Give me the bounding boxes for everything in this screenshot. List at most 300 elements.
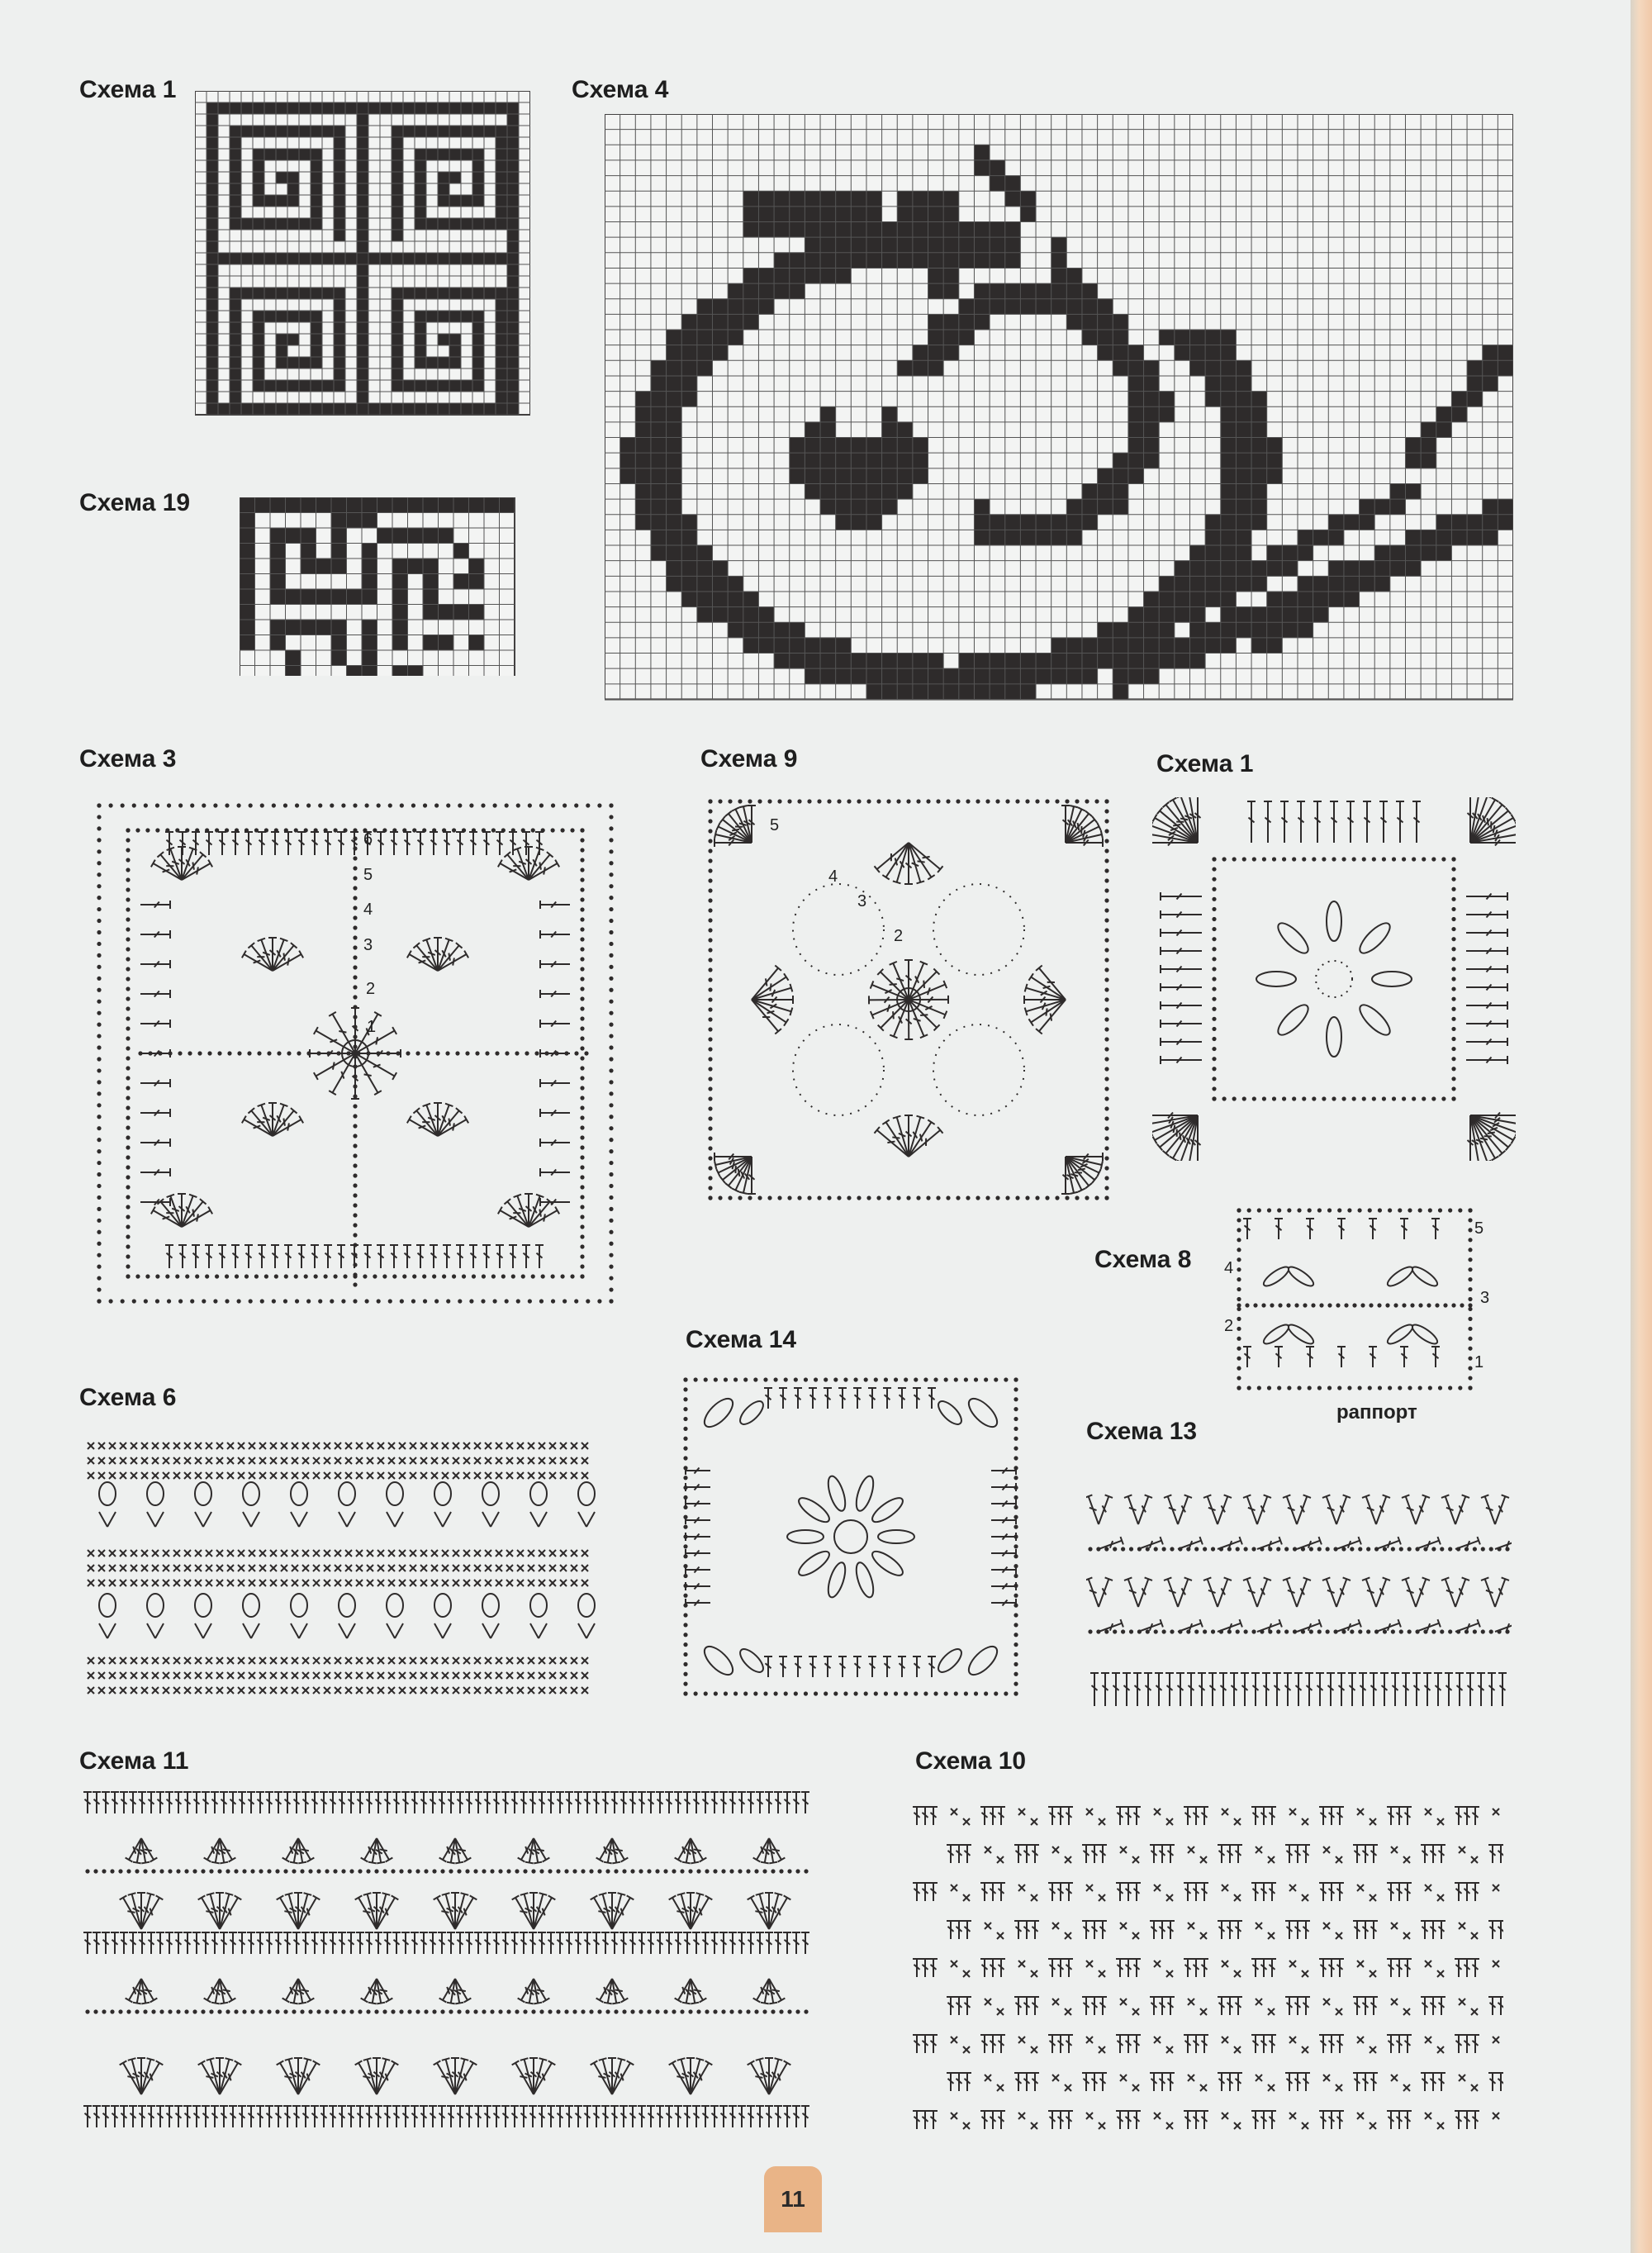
schema-4-grid-filled-cell: [1005, 299, 1021, 315]
schema-13-v: [1362, 1577, 1390, 1607]
schema-4-grid-filled-cell: [635, 515, 651, 530]
schema-14-petal: [853, 1561, 877, 1599]
schema-4-grid-filled-cell: [1066, 299, 1082, 315]
schema-1-grid-filled-cell: [484, 403, 496, 415]
schema-3-row-3: 3: [363, 936, 373, 954]
schema-10-cluster: [1014, 1845, 1071, 1863]
schema-11-shell-down: [361, 1979, 393, 2003]
schema-6-v: [434, 1623, 451, 1638]
schema-4-grid-filled-cell: [820, 406, 836, 422]
schema-4-grid-filled-cell: [1267, 592, 1283, 607]
schema-10-cluster: [1184, 1883, 1241, 1901]
schema-4-grid-filled-cell: [897, 191, 913, 207]
schema-6-puff: [434, 1594, 451, 1617]
schema-4-grid-filled-cell: [1405, 530, 1421, 545]
schema-10-cluster: [1488, 1845, 1503, 1863]
schema-4-grid-filled-cell: [1144, 668, 1160, 684]
schema-1-grid-filled-cell: [357, 322, 368, 334]
schema-4-grid-filled-cell: [913, 453, 928, 468]
schema-9-corner-fan: [714, 1153, 756, 1194]
schema-10-cluster: [913, 1959, 970, 1977]
schema-4-grid-filled-cell: [1282, 592, 1298, 607]
schema-1-grid-filled-cell: [287, 126, 299, 137]
schema-13-v: [1164, 1577, 1192, 1607]
schema-4-grid-filled-cell: [1436, 530, 1452, 545]
schema-9-bottom: [708, 1195, 1108, 1200]
schema-4-grid-filled-cell: [943, 207, 959, 222]
schema-13-v: [1322, 1577, 1351, 1607]
schema-4-grid-filled-cell: [913, 207, 928, 222]
schema-4-grid-filled-cell: [681, 314, 697, 330]
schema-1-grid-filled-cell: [345, 102, 357, 114]
schema-4-grid-filled-cell: [851, 253, 866, 269]
schema-1-grid-filled-cell: [496, 403, 507, 415]
schema-10-cluster: [1082, 1845, 1139, 1863]
schema-19-grid-filled-cell: [377, 497, 393, 513]
schema-4-grid-filled-cell: [943, 237, 959, 253]
schema-1-grid-filled-cell: [253, 311, 264, 322]
schema-1-grid-filled-cell: [507, 149, 519, 160]
schema-4-grid: [605, 114, 1513, 712]
schema-4-grid-filled-cell: [728, 607, 743, 623]
schema-9-edge-fan: [1024, 965, 1066, 1034]
schema-9-edge-fan: [752, 965, 793, 1034]
schema-1-grid-filled-cell: [206, 218, 218, 230]
schema-4-grid-filled-cell: [1267, 607, 1283, 623]
schema-4-grid-filled-cell: [1113, 468, 1128, 484]
schema-4-grid-filled-cell: [1221, 622, 1237, 638]
schema-11-shell-down: [753, 1838, 786, 1863]
schema-1-grid-filled-cell: [472, 322, 484, 334]
schema-19-grid-filled-cell: [423, 574, 439, 590]
schema-1-grid-filled-cell: [276, 149, 287, 160]
schema-4-grid-filled-cell: [882, 668, 898, 684]
schema-1-grid-filled-cell: [484, 288, 496, 299]
schema-1-grid-filled-cell: [438, 380, 449, 392]
schema-4-grid-filled-cell: [820, 191, 836, 207]
schema-10-cluster: [1014, 1997, 1071, 2015]
schema-10-cluster: [1116, 2111, 1173, 2129]
schema-1-grid-filled-cell: [253, 403, 264, 415]
schema-4-grid-filled-cell: [1498, 345, 1513, 361]
schema-3-left-picot: [97, 803, 101, 1303]
schema-4-grid-filled-cell: [943, 253, 959, 269]
schema-4-grid-filled-cell: [743, 314, 759, 330]
schema-14-petal: [795, 1494, 833, 1526]
schema-4-grid-filled-cell: [651, 438, 667, 454]
schema-4-grid-filled-cell: [897, 438, 913, 454]
schema-4-grid-filled-cell: [851, 191, 866, 207]
schema-6-v: [387, 1512, 403, 1527]
schema-1-grid-filled-cell: [264, 218, 276, 230]
schema-4-grid-filled-cell: [1128, 392, 1144, 407]
schema-4-grid-filled-cell: [1066, 499, 1082, 515]
schema-4-grid-filled-cell: [974, 222, 990, 238]
schema-4-grid-filled-cell: [697, 345, 713, 361]
schema-4-grid-filled-cell: [1467, 530, 1483, 545]
schema-4-grid-filled-cell: [1205, 360, 1221, 376]
schema-6-sc-row: [88, 1472, 588, 1479]
schema-3-label: Схема 3: [79, 745, 177, 772]
schema-4-grid-filled-cell: [882, 499, 898, 515]
schema-1-grid-filled-cell: [438, 102, 449, 114]
schema-1-grid-filled-cell: [334, 299, 345, 311]
schema-1-grid-filled-cell: [253, 126, 264, 137]
schema-4-grid-filled-cell: [713, 592, 729, 607]
schema-10-cluster: [1488, 1921, 1503, 1939]
schema-4-grid-filled-cell: [635, 392, 651, 407]
schema-9-chain-loop: [933, 1024, 1024, 1115]
schema-3-fan: [407, 938, 468, 971]
schema-19-grid-filled-cell: [439, 497, 454, 513]
schema-4-grid-filled-cell: [1451, 406, 1467, 422]
schema-4-grid-filled-cell: [1128, 468, 1144, 484]
schema-4-grid-filled-cell: [836, 453, 852, 468]
schema-1-grid-filled-cell: [438, 126, 449, 137]
schema-4-grid-filled-cell: [667, 561, 682, 577]
schema-4-grid-filled-cell: [1113, 314, 1128, 330]
schema-4-grid-filled-cell: [1360, 515, 1375, 530]
schema-13-slant: [1138, 1619, 1163, 1632]
schema-13-v: [1124, 1577, 1152, 1607]
schema-4-grid-filled-cell: [1221, 438, 1237, 454]
schema-4-grid-filled-cell: [667, 330, 682, 345]
schema-10-cluster: [1421, 1997, 1478, 2015]
schema-6-puff: [578, 1594, 595, 1617]
schema-11-shell-down: [518, 1979, 550, 2003]
schema-1-grid-filled-cell: [276, 195, 287, 207]
schema-4-grid-filled-cell: [743, 191, 759, 207]
schema-10-label: Схема 10: [915, 1747, 1027, 1775]
schema-1-grid-filled-cell: [334, 126, 345, 137]
schema-14-petal: [869, 1494, 906, 1526]
schema-1-grid-filled-cell: [287, 334, 299, 345]
schema-1-grid-filled-cell: [461, 288, 472, 299]
schema-4-grid-filled-cell: [1451, 530, 1467, 545]
schema-10-cluster: [1116, 1959, 1173, 1977]
schema-4-grid-filled-cell: [651, 376, 667, 392]
schema-4-grid-filled-cell: [928, 191, 944, 207]
schema-4-grid-filled-cell: [805, 207, 820, 222]
schema-1-grid-filled-cell: [507, 334, 519, 345]
schema-4-grid-filled-cell: [728, 283, 743, 299]
schema-4-grid-filled-cell: [897, 684, 913, 700]
schema-14-petal: [825, 1561, 849, 1599]
schema-1-grid-filled-cell: [461, 218, 472, 230]
schema-1-grid-filled-cell: [299, 253, 311, 264]
schema-1-grid-filled-cell: [496, 299, 507, 311]
schema-4-grid-filled-cell: [1051, 668, 1067, 684]
schema-4-grid-filled-cell: [774, 253, 790, 269]
schema-1-grid-filled-cell: [311, 102, 322, 114]
schema-10-cluster: [1251, 1883, 1308, 1901]
schema-14-petal: [878, 1530, 914, 1543]
schema-4-grid-filled-cell: [928, 684, 944, 700]
schema-4-grid-filled-cell: [1405, 438, 1421, 454]
schema-19-grid-filled-cell: [453, 605, 469, 620]
schema-4-grid-filled-cell: [913, 222, 928, 238]
schema-1-grid-filled-cell: [472, 183, 484, 195]
schema-1-grid-filled-cell: [403, 102, 415, 114]
schema-1-grid-filled-cell: [392, 172, 403, 183]
schema-4-grid-filled-cell: [1236, 607, 1251, 623]
schema-4-grid-filled-cell: [1205, 376, 1221, 392]
schema-1-grid-filled-cell: [392, 345, 403, 357]
schema-4-grid-filled-cell: [681, 561, 697, 577]
schema-1-grid-filled-cell: [415, 311, 426, 322]
schema-14-side-row: [686, 1466, 1016, 1475]
schema-4-grid-filled-cell: [928, 268, 944, 283]
schema-8-row-1: 1: [1474, 1353, 1484, 1371]
schema-19-grid-filled-cell: [392, 620, 408, 635]
schema-1-grid-filled-cell: [287, 403, 299, 415]
schema-4-grid-filled-cell: [743, 607, 759, 623]
schema-11-shell-up: [434, 1893, 477, 1929]
schema-4-grid-filled-cell: [1128, 654, 1144, 669]
schema-6-v: [291, 1512, 307, 1527]
schema-1-grid-filled-cell: [264, 288, 276, 299]
schema-11-diagram: [79, 1789, 823, 2136]
schema-19-grid-filled-cell: [408, 497, 424, 513]
schema-4-grid-filled-cell: [697, 314, 713, 330]
schema-4-grid-filled-cell: [1251, 406, 1267, 422]
schema-1-grid-filled-cell: [276, 311, 287, 322]
schema-19-grid-filled-cell: [270, 635, 286, 651]
schema-4-grid-filled-cell: [820, 453, 836, 468]
schema-4-grid-filled-cell: [820, 468, 836, 484]
schema-4-grid-filled-cell: [866, 222, 882, 238]
schema-1-grid-filled-cell: [206, 276, 218, 288]
schema-1-grid-filled-cell: [357, 195, 368, 207]
schema-4-grid-filled-cell: [1298, 576, 1313, 592]
schema-10-cluster: [1387, 1807, 1444, 1825]
schema-4-grid-filled-cell: [1221, 607, 1237, 623]
schema-13-label: Схема 13: [1086, 1418, 1198, 1445]
schema-4-grid-filled-cell: [1236, 515, 1251, 530]
schema-11-label: Схема 11: [79, 1747, 189, 1775]
schema-1-grid-filled-cell: [461, 149, 472, 160]
schema-1-grid-filled-cell: [218, 253, 230, 264]
schema-11-chain: [85, 1869, 808, 1873]
schema-1-grid-filled-cell: [496, 207, 507, 218]
schema-4-grid-filled-cell: [928, 283, 944, 299]
schema-4-grid-filled-cell: [851, 207, 866, 222]
schema-4-grid-filled-cell: [1236, 360, 1251, 376]
schema-1-grid-filled-cell: [230, 403, 241, 415]
schema-4-grid-filled-cell: [1236, 483, 1251, 499]
schema-1-grid-filled-cell: [334, 380, 345, 392]
schema-10-cluster: [1218, 1997, 1275, 2015]
schema-8-bobble: [1385, 1264, 1415, 1289]
schema-19-grid-filled-cell: [423, 558, 439, 574]
schema-3-inner-left: [126, 828, 130, 1278]
schema-1-grid-filled-cell: [415, 334, 426, 345]
schema-14-side-row: [686, 1500, 1016, 1508]
schema-4-grid-filled-cell: [1189, 576, 1205, 592]
schema-19-grid-filled-cell: [439, 605, 454, 620]
schema-1r-petal: [1355, 919, 1394, 958]
schema-4-grid-filled-cell: [1113, 360, 1128, 376]
schema-1r-side-row: [1161, 910, 1507, 919]
schema-1-grid-filled-cell: [264, 403, 276, 415]
schema-1-grid-filled-cell: [426, 102, 438, 114]
schema-19-grid-filled-cell: [500, 497, 515, 513]
schema-4-grid-filled-cell: [713, 330, 729, 345]
schema-1-grid-filled-cell: [380, 403, 392, 415]
schema-6-v: [339, 1623, 355, 1638]
schema-19-grid-filled-cell: [240, 620, 255, 635]
schema-11-shell-up: [748, 1893, 791, 1929]
schema-1-grid-filled-cell: [334, 218, 345, 230]
schema-14-corner-petal: [935, 1646, 966, 1676]
schema-4-grid-filled-cell: [928, 314, 944, 330]
schema-4-grid-filled-cell: [1128, 622, 1144, 638]
schema-4-grid-filled-cell: [774, 622, 790, 638]
schema-4-grid-filled-cell: [790, 622, 805, 638]
schema-4-grid-filled-cell: [790, 268, 805, 283]
schema-4-grid-filled-cell: [974, 654, 990, 669]
schema-1-grid-filled-cell: [438, 357, 449, 368]
schema-11-shell-down: [126, 1838, 158, 1863]
schema-8-left: [1237, 1208, 1241, 1390]
schema-4-grid-filled-cell: [866, 237, 882, 253]
schema-4-grid-filled-cell: [635, 453, 651, 468]
schema-10-cluster: [1082, 1921, 1139, 1939]
schema-6-sc-row: [88, 1672, 588, 1679]
schema-4-grid-filled-cell: [943, 345, 959, 361]
schema-1-grid-filled-cell: [496, 380, 507, 392]
schema-1-grid-filled-cell: [230, 299, 241, 311]
schema-1-grid-filled-cell: [241, 102, 253, 114]
schema-4-grid-filled-cell: [1175, 654, 1190, 669]
schema-4-grid-filled-cell: [697, 360, 713, 376]
schema-4-grid-filled-cell: [1113, 499, 1128, 515]
schema-11-shell-up: [198, 1893, 242, 1929]
schema-4-grid-filled-cell: [1236, 499, 1251, 515]
schema-19-grid-filled-cell: [362, 666, 377, 677]
schema-6-v: [434, 1512, 451, 1527]
schema-10-cluster: [1285, 1845, 1342, 1863]
schema-4-grid-filled-cell: [1082, 499, 1098, 515]
schema-1-grid-filled-cell: [253, 102, 264, 114]
schema-1-grid-filled-cell: [311, 160, 322, 172]
schema-10-cluster: [1285, 1921, 1342, 1939]
schema-19-grid-filled-cell: [331, 497, 347, 513]
schema-4-grid-filled-cell: [651, 392, 667, 407]
schema-11-shell-down: [596, 1979, 629, 2003]
schema-1-grid-filled-cell: [230, 357, 241, 368]
schema-4-grid-filled-cell: [651, 406, 667, 422]
schema-6-puff: [99, 1594, 116, 1617]
schema-4-grid-filled-cell: [1189, 330, 1205, 345]
schema-4-grid-filled-cell: [728, 592, 743, 607]
schema-19-grid-filled-cell: [469, 635, 485, 651]
schema-4-grid-filled-cell: [790, 222, 805, 238]
schema-4-grid-filled-cell: [1128, 607, 1144, 623]
schema-4-grid-filled-cell: [1221, 638, 1237, 654]
schema-4-grid-filled-cell: [959, 668, 975, 684]
schema-1-grid-filled-cell: [426, 403, 438, 415]
schema-4-grid-filled-cell: [1128, 345, 1144, 361]
schema-19-grid-filled-cell: [347, 589, 363, 605]
schema-11-shell-up: [355, 1893, 399, 1929]
schema-4-grid-filled-cell: [805, 268, 820, 283]
schema-4-grid-filled-cell: [1251, 561, 1267, 577]
schema-1r-petal: [1274, 919, 1313, 958]
schema-1-grid-filled-cell: [357, 311, 368, 322]
schema-19-grid-filled-cell: [362, 497, 377, 513]
schema-10-cluster: [1048, 1959, 1105, 1977]
schema-14-side-row: [686, 1599, 1016, 1607]
schema-3-svg: [91, 789, 620, 1318]
schema-4-grid-filled-cell: [1082, 668, 1098, 684]
schema-4-grid-filled-cell: [1467, 360, 1483, 376]
schema-4-grid-filled-cell: [990, 222, 1005, 238]
schema-4-grid-filled-cell: [974, 684, 990, 700]
schema-11-dc-row: [83, 1792, 809, 1813]
schema-1-grid-filled-cell: [392, 195, 403, 207]
schema-19-grid-filled-cell: [423, 635, 439, 651]
schema-1-grid-filled-cell: [496, 357, 507, 368]
schema-19-grid-filled-cell: [469, 497, 485, 513]
schema-4-grid-filled-cell: [959, 253, 975, 269]
schema-1-grid-filled-cell: [334, 357, 345, 368]
schema-1-grid-filled-cell: [334, 311, 345, 322]
schema-1-grid-filled-cell: [392, 357, 403, 368]
schema-1-grid-filled-cell: [392, 126, 403, 137]
schema-1r-inner-top: [1212, 857, 1455, 861]
schema-4-grid-filled-cell: [1436, 515, 1452, 530]
schema-4-grid-filled-cell: [1236, 576, 1251, 592]
schema-4-grid-filled-cell: [1175, 576, 1190, 592]
schema-4-grid-filled-cell: [743, 638, 759, 654]
schema-4-grid-filled-cell: [1221, 545, 1237, 561]
schema-4-grid-filled-cell: [1066, 654, 1082, 669]
schema-4-grid-filled-cell: [1360, 499, 1375, 515]
schema-1-grid-filled-cell: [322, 102, 334, 114]
schema-4-grid-filled-cell: [1066, 668, 1082, 684]
schema-4-grid-filled-cell: [1498, 499, 1513, 515]
schema-6-v: [291, 1623, 307, 1638]
schema-4-grid-filled-cell: [1205, 622, 1221, 638]
schema-1-grid-filled-cell: [392, 183, 403, 195]
schema-4-grid-filled-cell: [1113, 483, 1128, 499]
schema-4-grid-filled-cell: [1051, 237, 1067, 253]
schema-1-grid-filled-cell: [230, 137, 241, 149]
schema-10-cluster: [980, 1959, 1037, 1977]
schema-1-grid-filled-cell: [287, 218, 299, 230]
schema-1-grid-filled-cell: [449, 345, 461, 357]
schema-19-grid-filled-cell: [286, 589, 301, 605]
schema-1-grid-filled-cell: [461, 311, 472, 322]
schema-4-grid-filled-cell: [667, 392, 682, 407]
schema-1-grid-filled-cell: [461, 195, 472, 207]
schema-8-svg: [1231, 1202, 1479, 1400]
schema-1-grid-filled-cell: [253, 183, 264, 195]
schema-4-grid-filled-cell: [1405, 561, 1421, 577]
schema-1r-top-row: [1247, 801, 1421, 843]
schema-1r-petal: [1372, 972, 1412, 986]
schema-6-sc-row: [88, 1457, 588, 1464]
schema-4-grid-filled-cell: [758, 283, 774, 299]
schema-4-grid-filled-cell: [651, 530, 667, 545]
schema-4-grid-filled-cell: [1221, 576, 1237, 592]
schema-6-puff: [99, 1482, 116, 1505]
schema-1r-inner-left: [1212, 857, 1216, 1100]
schema-4-grid-filled-cell: [1405, 453, 1421, 468]
schema-1-grid-filled-cell: [496, 311, 507, 322]
schema-4-grid-filled-cell: [620, 468, 636, 484]
